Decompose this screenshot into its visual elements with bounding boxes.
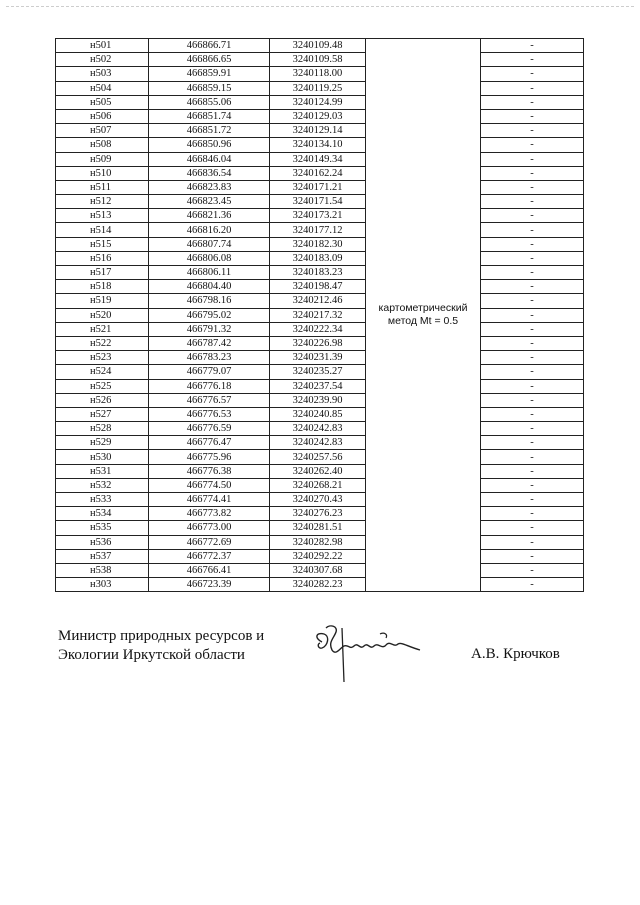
- x-coordinate: 466806.08: [149, 251, 270, 265]
- x-coordinate: 466866.71: [149, 39, 270, 53]
- y-coordinate: 3240222.34: [270, 322, 366, 336]
- y-coordinate: 3240183.09: [270, 251, 366, 265]
- point-id: н529: [56, 436, 149, 450]
- dash-value: -: [481, 81, 584, 95]
- y-coordinate: 3240239.90: [270, 393, 366, 407]
- point-id: н517: [56, 266, 149, 280]
- dash-value: -: [481, 109, 584, 123]
- x-coordinate: 466836.54: [149, 166, 270, 180]
- dash-value: -: [481, 436, 584, 450]
- x-coordinate: 466804.40: [149, 280, 270, 294]
- dash-value: -: [481, 95, 584, 109]
- point-id: н504: [56, 81, 149, 95]
- point-id: н512: [56, 195, 149, 209]
- point-id: н522: [56, 336, 149, 350]
- dash-value: -: [481, 379, 584, 393]
- table-row: [56, 166, 584, 180]
- x-coordinate: 466773.00: [149, 521, 270, 535]
- point-id: н528: [56, 422, 149, 436]
- y-coordinate: 3240124.99: [270, 95, 366, 109]
- method-line1: картометрический: [378, 302, 468, 315]
- table-row: [56, 180, 584, 194]
- y-coordinate: 3240268.21: [270, 478, 366, 492]
- y-coordinate: 3240171.21: [270, 180, 366, 194]
- x-coordinate: 466779.07: [149, 365, 270, 379]
- dash-value: -: [481, 53, 584, 67]
- table-row: [56, 563, 584, 577]
- point-id: н530: [56, 450, 149, 464]
- dash-value: -: [481, 266, 584, 280]
- y-coordinate: 3240109.58: [270, 53, 366, 67]
- table-row: [56, 393, 584, 407]
- y-coordinate: 3240262.40: [270, 464, 366, 478]
- dash-value: -: [481, 464, 584, 478]
- y-coordinate: 3240217.32: [270, 308, 366, 322]
- scan-header-artifact: [6, 6, 634, 10]
- x-coordinate: 466850.96: [149, 138, 270, 152]
- dash-value: -: [481, 422, 584, 436]
- table-row: [56, 379, 584, 393]
- x-coordinate: 466774.50: [149, 478, 270, 492]
- point-id: н533: [56, 493, 149, 507]
- x-coordinate: 466776.59: [149, 422, 270, 436]
- x-coordinate: 466821.36: [149, 209, 270, 223]
- point-id: н505: [56, 95, 149, 109]
- y-coordinate: 3240237.54: [270, 379, 366, 393]
- dash-value: -: [481, 393, 584, 407]
- y-coordinate: 3240231.39: [270, 351, 366, 365]
- y-coordinate: 3240162.24: [270, 166, 366, 180]
- y-coordinate: 3240171.54: [270, 195, 366, 209]
- point-id: н518: [56, 280, 149, 294]
- x-coordinate: 466776.18: [149, 379, 270, 393]
- point-id: н525: [56, 379, 149, 393]
- method-line2: метод Mt = 0.5: [387, 315, 459, 328]
- dash-value: -: [481, 322, 584, 336]
- point-id: н523: [56, 351, 149, 365]
- table-row: [56, 365, 584, 379]
- signatory-title-line1: Министр природных ресурсов и: [58, 628, 265, 644]
- point-id: н520: [56, 308, 149, 322]
- x-coordinate: 466807.74: [149, 237, 270, 251]
- x-coordinate: 466855.06: [149, 95, 270, 109]
- y-coordinate: 3240129.14: [270, 124, 366, 138]
- point-id: н502: [56, 53, 149, 67]
- y-coordinate: 3240292.22: [270, 549, 366, 563]
- dash-value: -: [481, 365, 584, 379]
- dash-value: -: [481, 180, 584, 194]
- point-id: н527: [56, 407, 149, 421]
- point-id: н516: [56, 251, 149, 265]
- x-coordinate: 466775.96: [149, 450, 270, 464]
- table-row: [56, 521, 584, 535]
- point-id: н515: [56, 237, 149, 251]
- dash-value: -: [481, 166, 584, 180]
- dash-value: -: [481, 351, 584, 365]
- y-coordinate: 3240242.83: [270, 422, 366, 436]
- x-coordinate: 466866.65: [149, 53, 270, 67]
- y-coordinate: 3240198.47: [270, 280, 366, 294]
- table-row: [56, 67, 584, 81]
- dash-value: -: [481, 152, 584, 166]
- dash-value: -: [481, 563, 584, 577]
- dash-value: -: [481, 549, 584, 563]
- table-row: [56, 152, 584, 166]
- signatory-title-line2: Экологии Иркутской области: [58, 647, 245, 663]
- x-coordinate: 466823.45: [149, 195, 270, 209]
- point-id: н532: [56, 478, 149, 492]
- point-id: н503: [56, 67, 149, 81]
- point-id: н537: [56, 549, 149, 563]
- y-coordinate: 3240183.23: [270, 266, 366, 280]
- table-row: [56, 493, 584, 507]
- x-coordinate: 466723.39: [149, 578, 270, 592]
- dash-value: -: [481, 407, 584, 421]
- dash-value: -: [481, 336, 584, 350]
- y-coordinate: 3240212.46: [270, 294, 366, 308]
- method-cell: [366, 39, 481, 592]
- point-id: н303: [56, 578, 149, 592]
- dash-value: -: [481, 450, 584, 464]
- table-row: [56, 53, 584, 67]
- y-coordinate: 3240282.98: [270, 535, 366, 549]
- table-row: [56, 138, 584, 152]
- table-row: [56, 251, 584, 265]
- y-coordinate: 3240226.98: [270, 336, 366, 350]
- dash-value: -: [481, 308, 584, 322]
- dash-value: -: [481, 578, 584, 592]
- dash-value: -: [481, 67, 584, 81]
- point-id: н501: [56, 39, 149, 53]
- signatory-name: А.В. Крючков: [471, 646, 560, 662]
- table-row: [56, 237, 584, 251]
- point-id: н506: [56, 109, 149, 123]
- table-row: [56, 549, 584, 563]
- point-id: н509: [56, 152, 149, 166]
- y-coordinate: 3240281.51: [270, 521, 366, 535]
- table-row: [56, 478, 584, 492]
- table-row: [56, 464, 584, 478]
- point-id: н519: [56, 294, 149, 308]
- x-coordinate: 466795.02: [149, 308, 270, 322]
- table-row: [56, 294, 584, 308]
- table-row: [56, 209, 584, 223]
- dash-value: -: [481, 507, 584, 521]
- y-coordinate: 3240134.10: [270, 138, 366, 152]
- table-row: [56, 436, 584, 450]
- x-coordinate: 466766.41: [149, 563, 270, 577]
- table-row: [56, 322, 584, 336]
- dash-value: -: [481, 294, 584, 308]
- table-row: [56, 266, 584, 280]
- y-coordinate: 3240240.85: [270, 407, 366, 421]
- x-coordinate: 466783.23: [149, 351, 270, 365]
- table-row: [56, 308, 584, 322]
- x-coordinate: 466846.04: [149, 152, 270, 166]
- point-id: н531: [56, 464, 149, 478]
- table-row: [56, 450, 584, 464]
- point-id: н538: [56, 563, 149, 577]
- y-coordinate: 3240177.12: [270, 223, 366, 237]
- point-id: н511: [56, 180, 149, 194]
- x-coordinate: 466816.20: [149, 223, 270, 237]
- coordinates-table: [55, 38, 584, 592]
- dash-value: -: [481, 478, 584, 492]
- point-id: н524: [56, 365, 149, 379]
- dash-value: -: [481, 535, 584, 549]
- table-row: [56, 39, 584, 53]
- x-coordinate: 466859.91: [149, 67, 270, 81]
- point-id: н535: [56, 521, 149, 535]
- x-coordinate: 466851.74: [149, 109, 270, 123]
- table-body: [56, 39, 584, 592]
- y-coordinate: 3240173.21: [270, 209, 366, 223]
- x-coordinate: 466806.11: [149, 266, 270, 280]
- table-row: [56, 81, 584, 95]
- table-row: [56, 223, 584, 237]
- x-coordinate: 466823.83: [149, 180, 270, 194]
- table-row: [56, 507, 584, 521]
- table-row: [56, 336, 584, 350]
- table-row: [56, 422, 584, 436]
- y-coordinate: 3240282.23: [270, 578, 366, 592]
- y-coordinate: 3240182.30: [270, 237, 366, 251]
- y-coordinate: 3240257.56: [270, 450, 366, 464]
- x-coordinate: 466787.42: [149, 336, 270, 350]
- y-coordinate: 3240149.34: [270, 152, 366, 166]
- dash-value: -: [481, 124, 584, 138]
- table-row: [56, 351, 584, 365]
- dash-value: -: [481, 251, 584, 265]
- x-coordinate: 466776.53: [149, 407, 270, 421]
- table-row: [56, 578, 584, 592]
- table-row: [56, 109, 584, 123]
- point-id: н507: [56, 124, 149, 138]
- x-coordinate: 466773.82: [149, 507, 270, 521]
- dash-value: -: [481, 521, 584, 535]
- x-coordinate: 466776.57: [149, 393, 270, 407]
- y-coordinate: 3240129.03: [270, 109, 366, 123]
- y-coordinate: 3240276.23: [270, 507, 366, 521]
- dash-value: -: [481, 138, 584, 152]
- table-row: [56, 95, 584, 109]
- table-row: [56, 407, 584, 421]
- x-coordinate: 466774.41: [149, 493, 270, 507]
- dash-value: -: [481, 493, 584, 507]
- dash-value: -: [481, 39, 584, 53]
- x-coordinate: 466798.16: [149, 294, 270, 308]
- y-coordinate: 3240270.43: [270, 493, 366, 507]
- y-coordinate: 3240118.00: [270, 67, 366, 81]
- y-coordinate: 3240119.25: [270, 81, 366, 95]
- table-row: [56, 124, 584, 138]
- table-row: [56, 195, 584, 209]
- point-id: н514: [56, 223, 149, 237]
- dash-value: -: [481, 237, 584, 251]
- signatory-title: [58, 627, 264, 665]
- y-coordinate: 3240235.27: [270, 365, 366, 379]
- dash-value: -: [481, 280, 584, 294]
- table-row: [56, 535, 584, 549]
- dash-value: -: [481, 223, 584, 237]
- y-coordinate: 3240109.48: [270, 39, 366, 53]
- point-id: н526: [56, 393, 149, 407]
- x-coordinate: 466776.38: [149, 464, 270, 478]
- x-coordinate: 466772.69: [149, 535, 270, 549]
- y-coordinate: 3240242.83: [270, 436, 366, 450]
- point-id: н521: [56, 322, 149, 336]
- x-coordinate: 466851.72: [149, 124, 270, 138]
- point-id: н536: [56, 535, 149, 549]
- point-id: н510: [56, 166, 149, 180]
- table-row: [56, 280, 584, 294]
- dash-value: -: [481, 195, 584, 209]
- point-id: н508: [56, 138, 149, 152]
- point-id: н513: [56, 209, 149, 223]
- handwritten-signature: [310, 622, 430, 688]
- x-coordinate: 466859.15: [149, 81, 270, 95]
- x-coordinate: 466772.37: [149, 549, 270, 563]
- dash-value: -: [481, 209, 584, 223]
- point-id: н534: [56, 507, 149, 521]
- y-coordinate: 3240307.68: [270, 563, 366, 577]
- x-coordinate: 466791.32: [149, 322, 270, 336]
- x-coordinate: 466776.47: [149, 436, 270, 450]
